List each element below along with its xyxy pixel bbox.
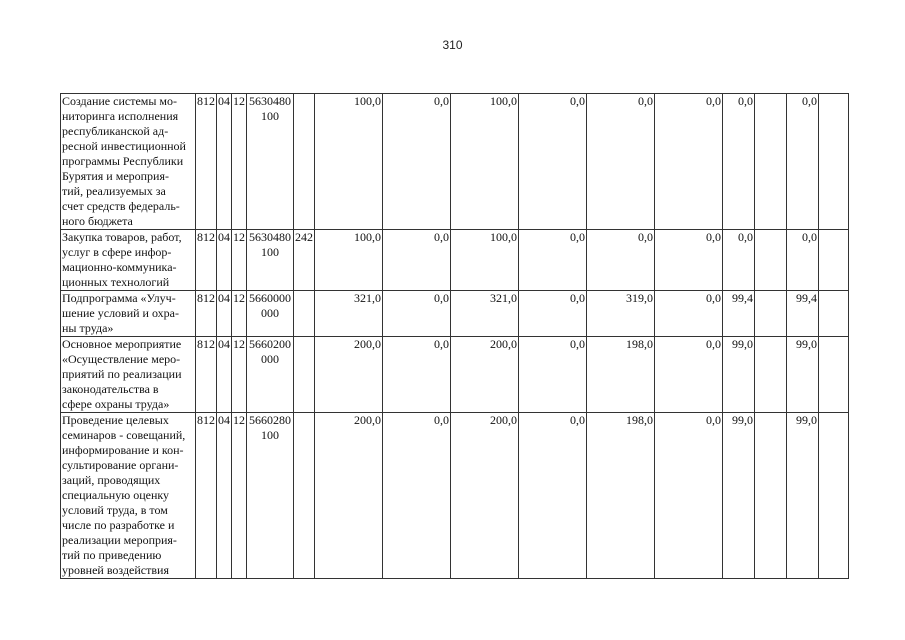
value-cell: 0,0 [655,94,723,230]
percent-cell [819,337,849,413]
ministry-code: 812 [196,94,217,230]
target-article-code: 5630480 100 [247,94,294,230]
percent-cell: 99,4 [787,291,819,337]
table-row [61,413,849,579]
target-article-code: 5660000 000 [247,291,294,337]
value-cell: 200,0 [451,413,519,579]
percent-cell: 99,4 [723,291,755,337]
percent-cell [755,291,787,337]
value-cell: 0,0 [655,291,723,337]
section-code: 04 [217,413,232,579]
budget-table [60,93,849,579]
value-cell: 198,0 [587,413,655,579]
table-row [61,337,849,413]
percent-cell [755,94,787,230]
page-number: 310 [442,38,463,52]
value-cell: 0,0 [655,337,723,413]
percent-cell [755,230,787,291]
percent-cell: 99,0 [787,337,819,413]
value-cell: 198,0 [587,337,655,413]
value-cell: 0,0 [519,413,587,579]
percent-cell [755,337,787,413]
expense-type-code: 242 [294,230,315,291]
value-cell: 0,0 [383,291,451,337]
value-cell: 0,0 [383,413,451,579]
target-article-code: 5630480 100 [247,230,294,291]
percent-cell [819,413,849,579]
subsection-code: 12 [232,413,247,579]
row-name: Проведение целевых семинаров - совещаний, информирование и кон- сультирование органи- заций, проводящих специальную оценку условий труда, в том числе по разработке и реализации мероприя- тий по приведению уровней воздействия [61,413,196,579]
percent-cell: 0,0 [723,230,755,291]
subsection-code: 12 [232,94,247,230]
value-cell: 0,0 [383,230,451,291]
target-article-code: 5660200 000 [247,337,294,413]
row-name: Основное мероприятие «Осуществление меро- приятий по реализации законодательства в сфере охраны труда» [61,337,196,413]
value-cell: 0,0 [519,94,587,230]
value-cell: 200,0 [315,413,383,579]
value-cell: 100,0 [451,230,519,291]
expense-type-code [294,291,315,337]
value-cell: 321,0 [451,291,519,337]
value-cell: 319,0 [587,291,655,337]
section-code: 04 [217,94,232,230]
value-cell: 200,0 [451,337,519,413]
value-cell: 200,0 [315,337,383,413]
ministry-code: 812 [196,291,217,337]
percent-cell [819,291,849,337]
value-cell: 100,0 [315,230,383,291]
ministry-code: 812 [196,337,217,413]
row-name: Закупка товаров, работ, услуг в сфере инфор- мационно-коммуника- ционных технологий [61,230,196,291]
value-cell: 0,0 [519,337,587,413]
ministry-code: 812 [196,230,217,291]
percent-cell [819,94,849,230]
percent-cell [755,413,787,579]
row-name: Создание системы мо- ниторинга исполнения республиканской ад- ресной инвестиционной программы Республики Бурятия и мероприя- тий, реализуемых за счет средств федераль- ного бюджета [61,94,196,230]
section-code: 04 [217,337,232,413]
value-cell: 0,0 [587,230,655,291]
percent-cell: 99,0 [787,413,819,579]
row-name: Подпрограмма «Улуч- шение условий и охра- ны труда» [61,291,196,337]
subsection-code: 12 [232,230,247,291]
value-cell: 321,0 [315,291,383,337]
value-cell: 100,0 [451,94,519,230]
section-code: 04 [217,291,232,337]
expense-type-code [294,94,315,230]
table-row [61,94,849,230]
ministry-code: 812 [196,413,217,579]
percent-cell: 99,0 [723,337,755,413]
value-cell: 0,0 [587,94,655,230]
percent-cell [819,230,849,291]
percent-cell: 0,0 [787,230,819,291]
percent-cell: 99,0 [723,413,755,579]
value-cell: 0,0 [519,291,587,337]
value-cell: 0,0 [655,230,723,291]
value-cell: 0,0 [519,230,587,291]
percent-cell: 0,0 [787,94,819,230]
table-row [61,291,849,337]
value-cell: 100,0 [315,94,383,230]
percent-cell: 0,0 [723,94,755,230]
section-code: 04 [217,230,232,291]
subsection-code: 12 [232,337,247,413]
subsection-code: 12 [232,291,247,337]
target-article-code: 5660280 100 [247,413,294,579]
table-row [61,230,849,291]
expense-type-code [294,413,315,579]
expense-type-code [294,337,315,413]
value-cell: 0,0 [383,337,451,413]
value-cell: 0,0 [383,94,451,230]
value-cell: 0,0 [655,413,723,579]
